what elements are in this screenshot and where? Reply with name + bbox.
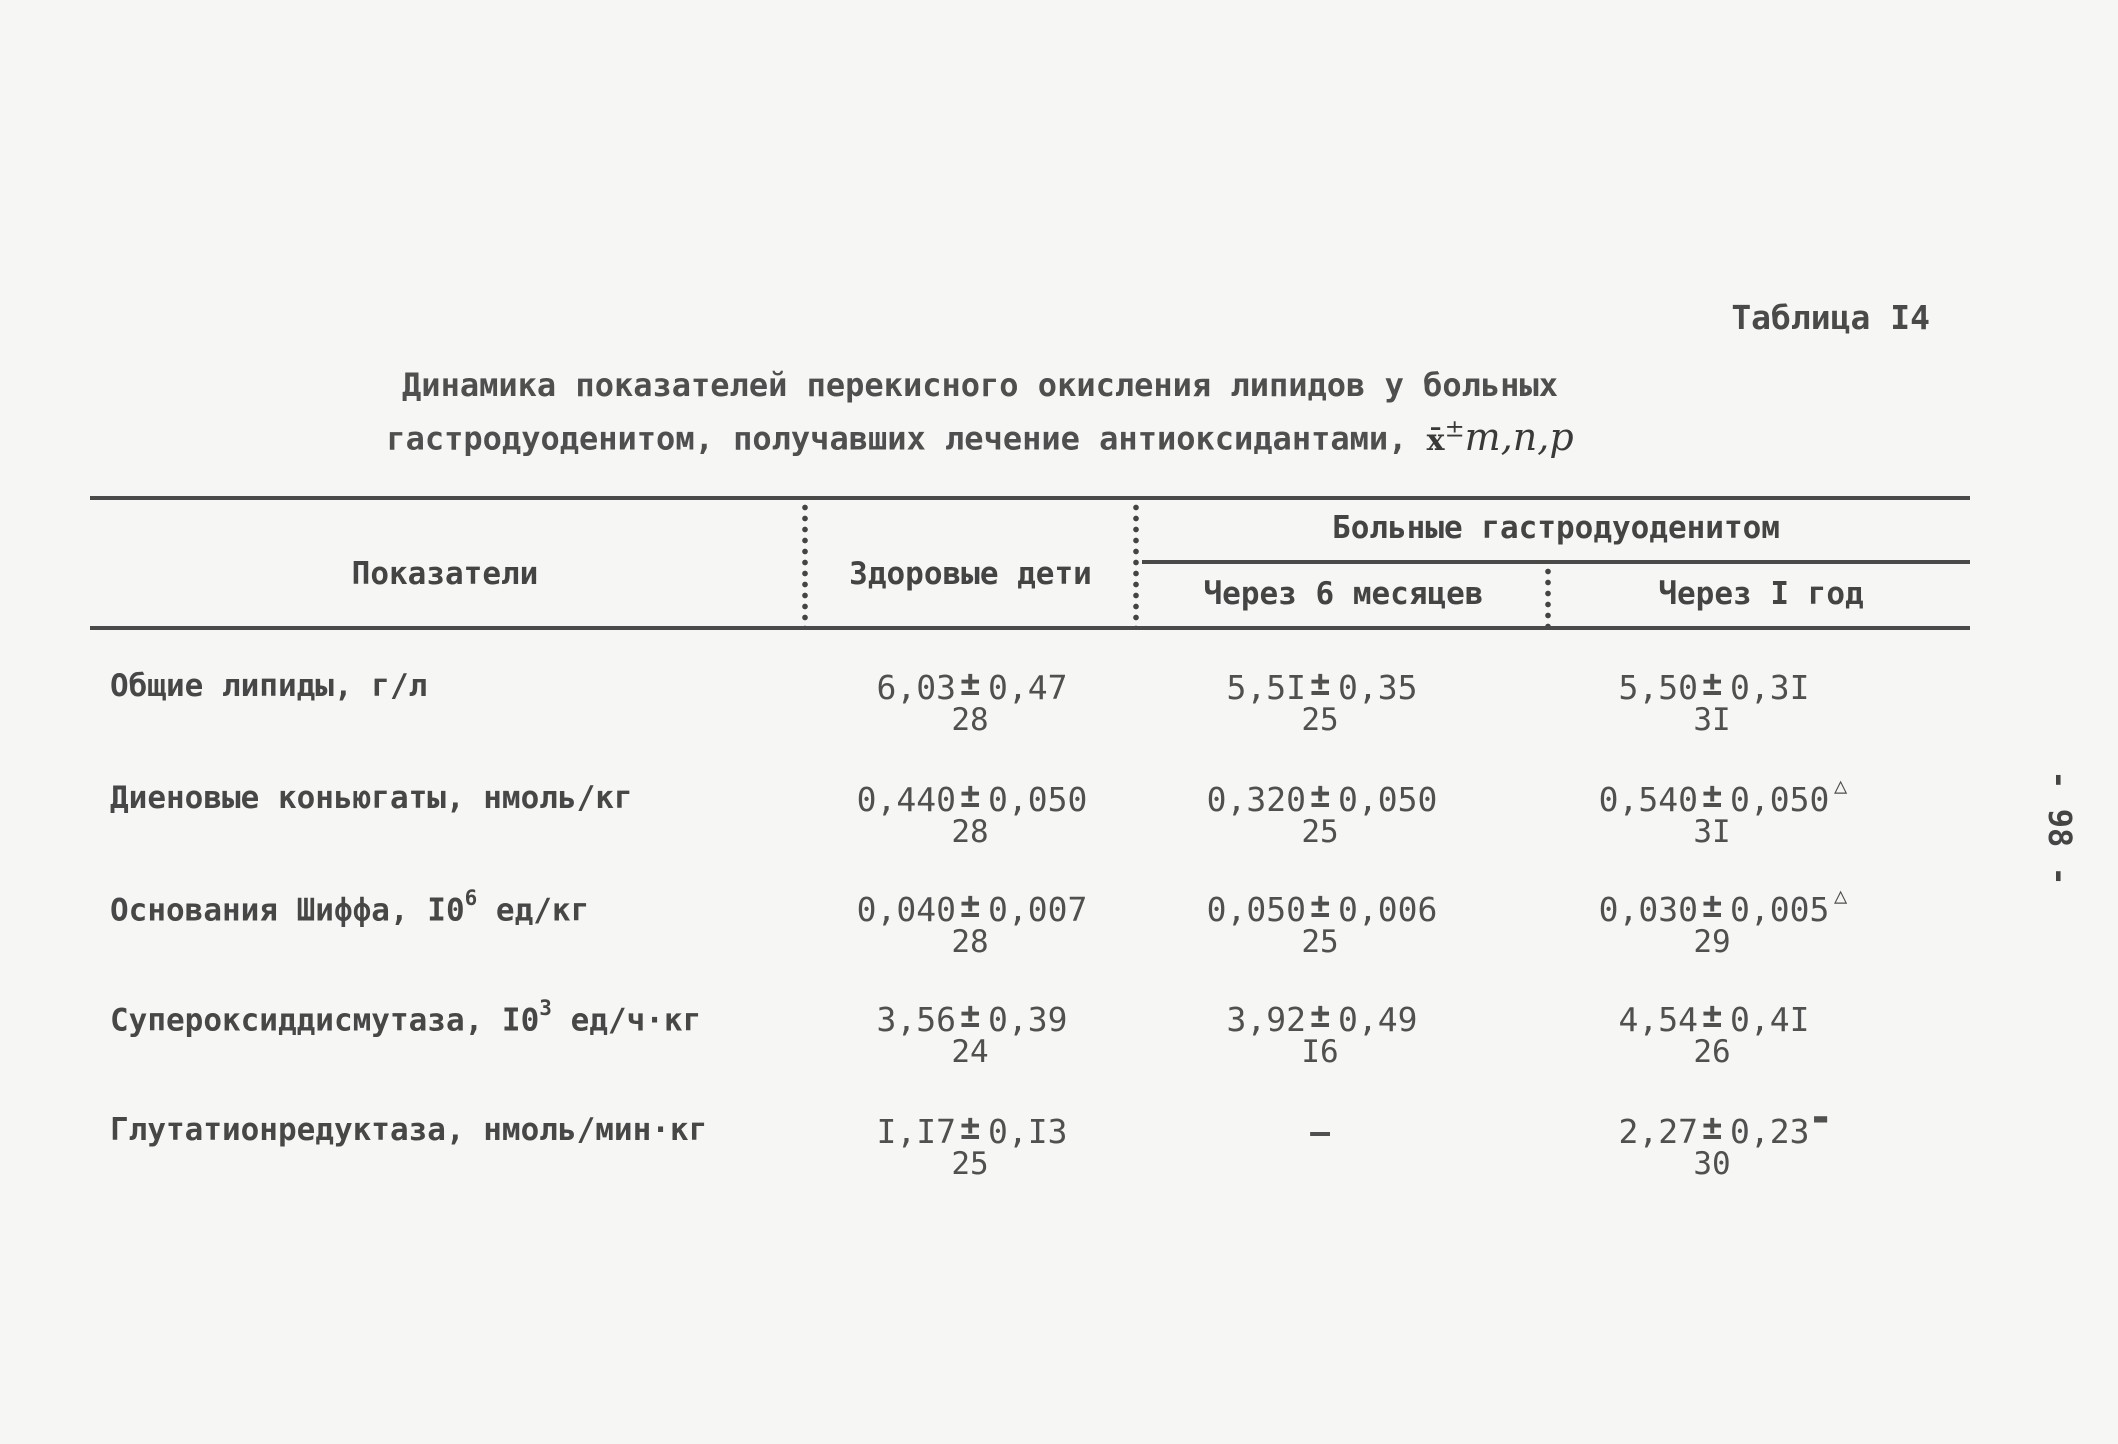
cell-significance-mark: ▬ — [1814, 1106, 1828, 1131]
row-label-text: Общие липиды, г/л — [110, 668, 428, 704]
header-indicators: Показатели — [351, 556, 539, 592]
cell-significance-mark: △ — [1834, 774, 1848, 799]
cell-sample-size: 26 — [1693, 1034, 1731, 1070]
cell-mean: 0,050 — [1206, 890, 1306, 929]
cell-m6 — [1120, 664, 1520, 748]
caption-formula — [1427, 415, 1574, 459]
table-caption-line-2 — [330, 414, 1630, 459]
cell-mean: 4,54 — [1618, 1000, 1698, 1039]
cell-y1 — [1512, 664, 1912, 748]
cell-sample-size: 25 — [1301, 924, 1339, 960]
row-label — [110, 1112, 810, 1148]
cell-error: 0,23 — [1730, 1112, 1810, 1151]
row-label-text: Супероксиддисмутаза, I0 — [110, 1002, 540, 1039]
cell-healthy — [770, 1108, 1170, 1192]
cell-sample-size: 24 — [951, 1034, 989, 1070]
cell-m6 — [1120, 776, 1520, 860]
cell-plus-minus: ± — [960, 886, 981, 926]
cell-mean: 6,03 — [876, 668, 956, 707]
cell-plus-minus: ± — [960, 996, 981, 1036]
cell-m6 — [1120, 996, 1520, 1080]
cell-m6 — [1120, 886, 1520, 970]
cell-mean: 0,540 — [1598, 780, 1698, 819]
cell-y1 — [1512, 996, 1912, 1080]
table-top-rule — [90, 496, 1970, 500]
cell-sample-size: 29 — [1693, 924, 1731, 960]
cell-plus-minus: ± — [960, 1108, 981, 1148]
header-after-1-year: Через I год — [1658, 576, 1864, 612]
cell-plus-minus: ± — [1310, 996, 1331, 1036]
cell-plus-minus: ± — [1310, 664, 1331, 704]
cell-plus-minus: ± — [1702, 996, 1723, 1036]
cell-error: 0,4I — [1730, 1000, 1810, 1039]
cell-sample-size: 25 — [1301, 702, 1339, 738]
cell-y1 — [1512, 884, 1912, 970]
page-number — [2040, 768, 2080, 888]
cell-healthy — [770, 776, 1170, 860]
cell-y1 — [1512, 1106, 1912, 1192]
row-label — [110, 668, 810, 704]
caption-text: гастродуоденитом, получавших лечение антиоксидантами, — [386, 419, 1408, 458]
cell-healthy — [770, 996, 1170, 1080]
cell-error: 0,39 — [988, 1000, 1068, 1039]
row-label-text: Основания Шиффа, I0 — [110, 892, 465, 929]
cell-mean: 2,27 — [1618, 1112, 1698, 1151]
cell-sample-size: 3I — [1693, 702, 1731, 738]
cell-error: 0,006 — [1338, 890, 1438, 929]
cell-plus-minus: ± — [960, 664, 981, 704]
cell-plus-minus: ± — [1702, 886, 1723, 926]
row-label-unit: ед/кг — [477, 892, 590, 929]
cell-error: 0,050 — [1730, 780, 1830, 819]
cell-sample-size: 30 — [1693, 1146, 1731, 1182]
cell-error: 0,35 — [1338, 668, 1418, 707]
cell-mean: 0,040 — [856, 890, 956, 929]
cell-sample-size: I6 — [1301, 1034, 1339, 1070]
cell-empty-dash: – — [1310, 1112, 1330, 1151]
column-divider-2 — [1133, 502, 1139, 626]
header-after-6-months: Через 6 месяцев — [1203, 576, 1484, 612]
cell-mean: I,I7 — [876, 1112, 956, 1151]
cell-healthy — [770, 664, 1170, 748]
row-label-exponent: 3 — [539, 996, 552, 1020]
header-patient-group: Больные гастродуоденитом — [1332, 510, 1780, 546]
cell-sample-size: 28 — [951, 924, 989, 960]
cell-plus-minus: ± — [960, 776, 981, 816]
table-number: Таблица I4 — [1731, 298, 1930, 337]
cell-mean: 0,030 — [1598, 890, 1698, 929]
cell-mean: 3,56 — [876, 1000, 956, 1039]
formula-x: x̄ — [1426, 422, 1445, 458]
table-group-rule — [1142, 560, 1970, 564]
row-label-text: Глутатионредуктаза, нмоль/мин·кг — [110, 1112, 708, 1148]
cell-mean: 5,5I — [1226, 668, 1306, 707]
table-header-rule — [90, 626, 1970, 630]
cell-mean: 5,50 — [1618, 668, 1698, 707]
cell-error: 0,007 — [988, 890, 1088, 929]
cell-error: 0,3I — [1730, 668, 1810, 707]
table-caption-line-1: Динамика показателей перекисного окисления липидов у больных — [402, 366, 1558, 404]
cell-mean: 0,320 — [1206, 780, 1306, 819]
row-label — [110, 780, 810, 816]
cell-error: 0,47 — [988, 668, 1068, 707]
formula-rest: m,n,p — [1464, 414, 1574, 459]
cell-error: 0,005 — [1730, 890, 1830, 929]
cell-plus-minus: ± — [1702, 664, 1723, 704]
column-divider-3 — [1545, 566, 1551, 626]
row-label-text: Диеновые коньюгаты, нмоль/кг — [110, 780, 633, 816]
cell-error: 0,050 — [1338, 780, 1438, 819]
cell-error: 0,49 — [1338, 1000, 1418, 1039]
row-label — [110, 886, 810, 929]
cell-mean: 0,440 — [856, 780, 956, 819]
cell-plus-minus: ± — [1310, 886, 1331, 926]
cell-sample-size: 28 — [951, 814, 989, 850]
cell-plus-minus: ± — [1702, 1108, 1723, 1148]
cell-y1 — [1512, 774, 1912, 860]
cell-plus-minus: ± — [1702, 776, 1723, 816]
cell-sample-size: 28 — [951, 702, 989, 738]
header-healthy-children: Здоровые дети — [849, 556, 1092, 592]
formula-pm: ± — [1444, 414, 1465, 442]
cell-significance-mark: △ — [1834, 884, 1848, 909]
row-label-unit: ед/ч·кг — [551, 1002, 702, 1039]
cell-error: 0,I3 — [988, 1112, 1068, 1151]
row-label — [110, 996, 810, 1039]
cell-m6 — [1120, 1112, 1520, 1192]
cell-sample-size: 3I — [1693, 814, 1731, 850]
row-label-exponent: 6 — [464, 886, 478, 910]
cell-sample-size: 25 — [1301, 814, 1339, 850]
cell-mean: 3,92 — [1226, 1000, 1306, 1039]
cell-healthy — [770, 886, 1170, 970]
cell-error: 0,050 — [988, 780, 1088, 819]
page-number-text: - 98 - — [2041, 770, 2079, 886]
cell-sample-size: 25 — [951, 1146, 989, 1182]
cell-plus-minus: ± — [1310, 776, 1331, 816]
